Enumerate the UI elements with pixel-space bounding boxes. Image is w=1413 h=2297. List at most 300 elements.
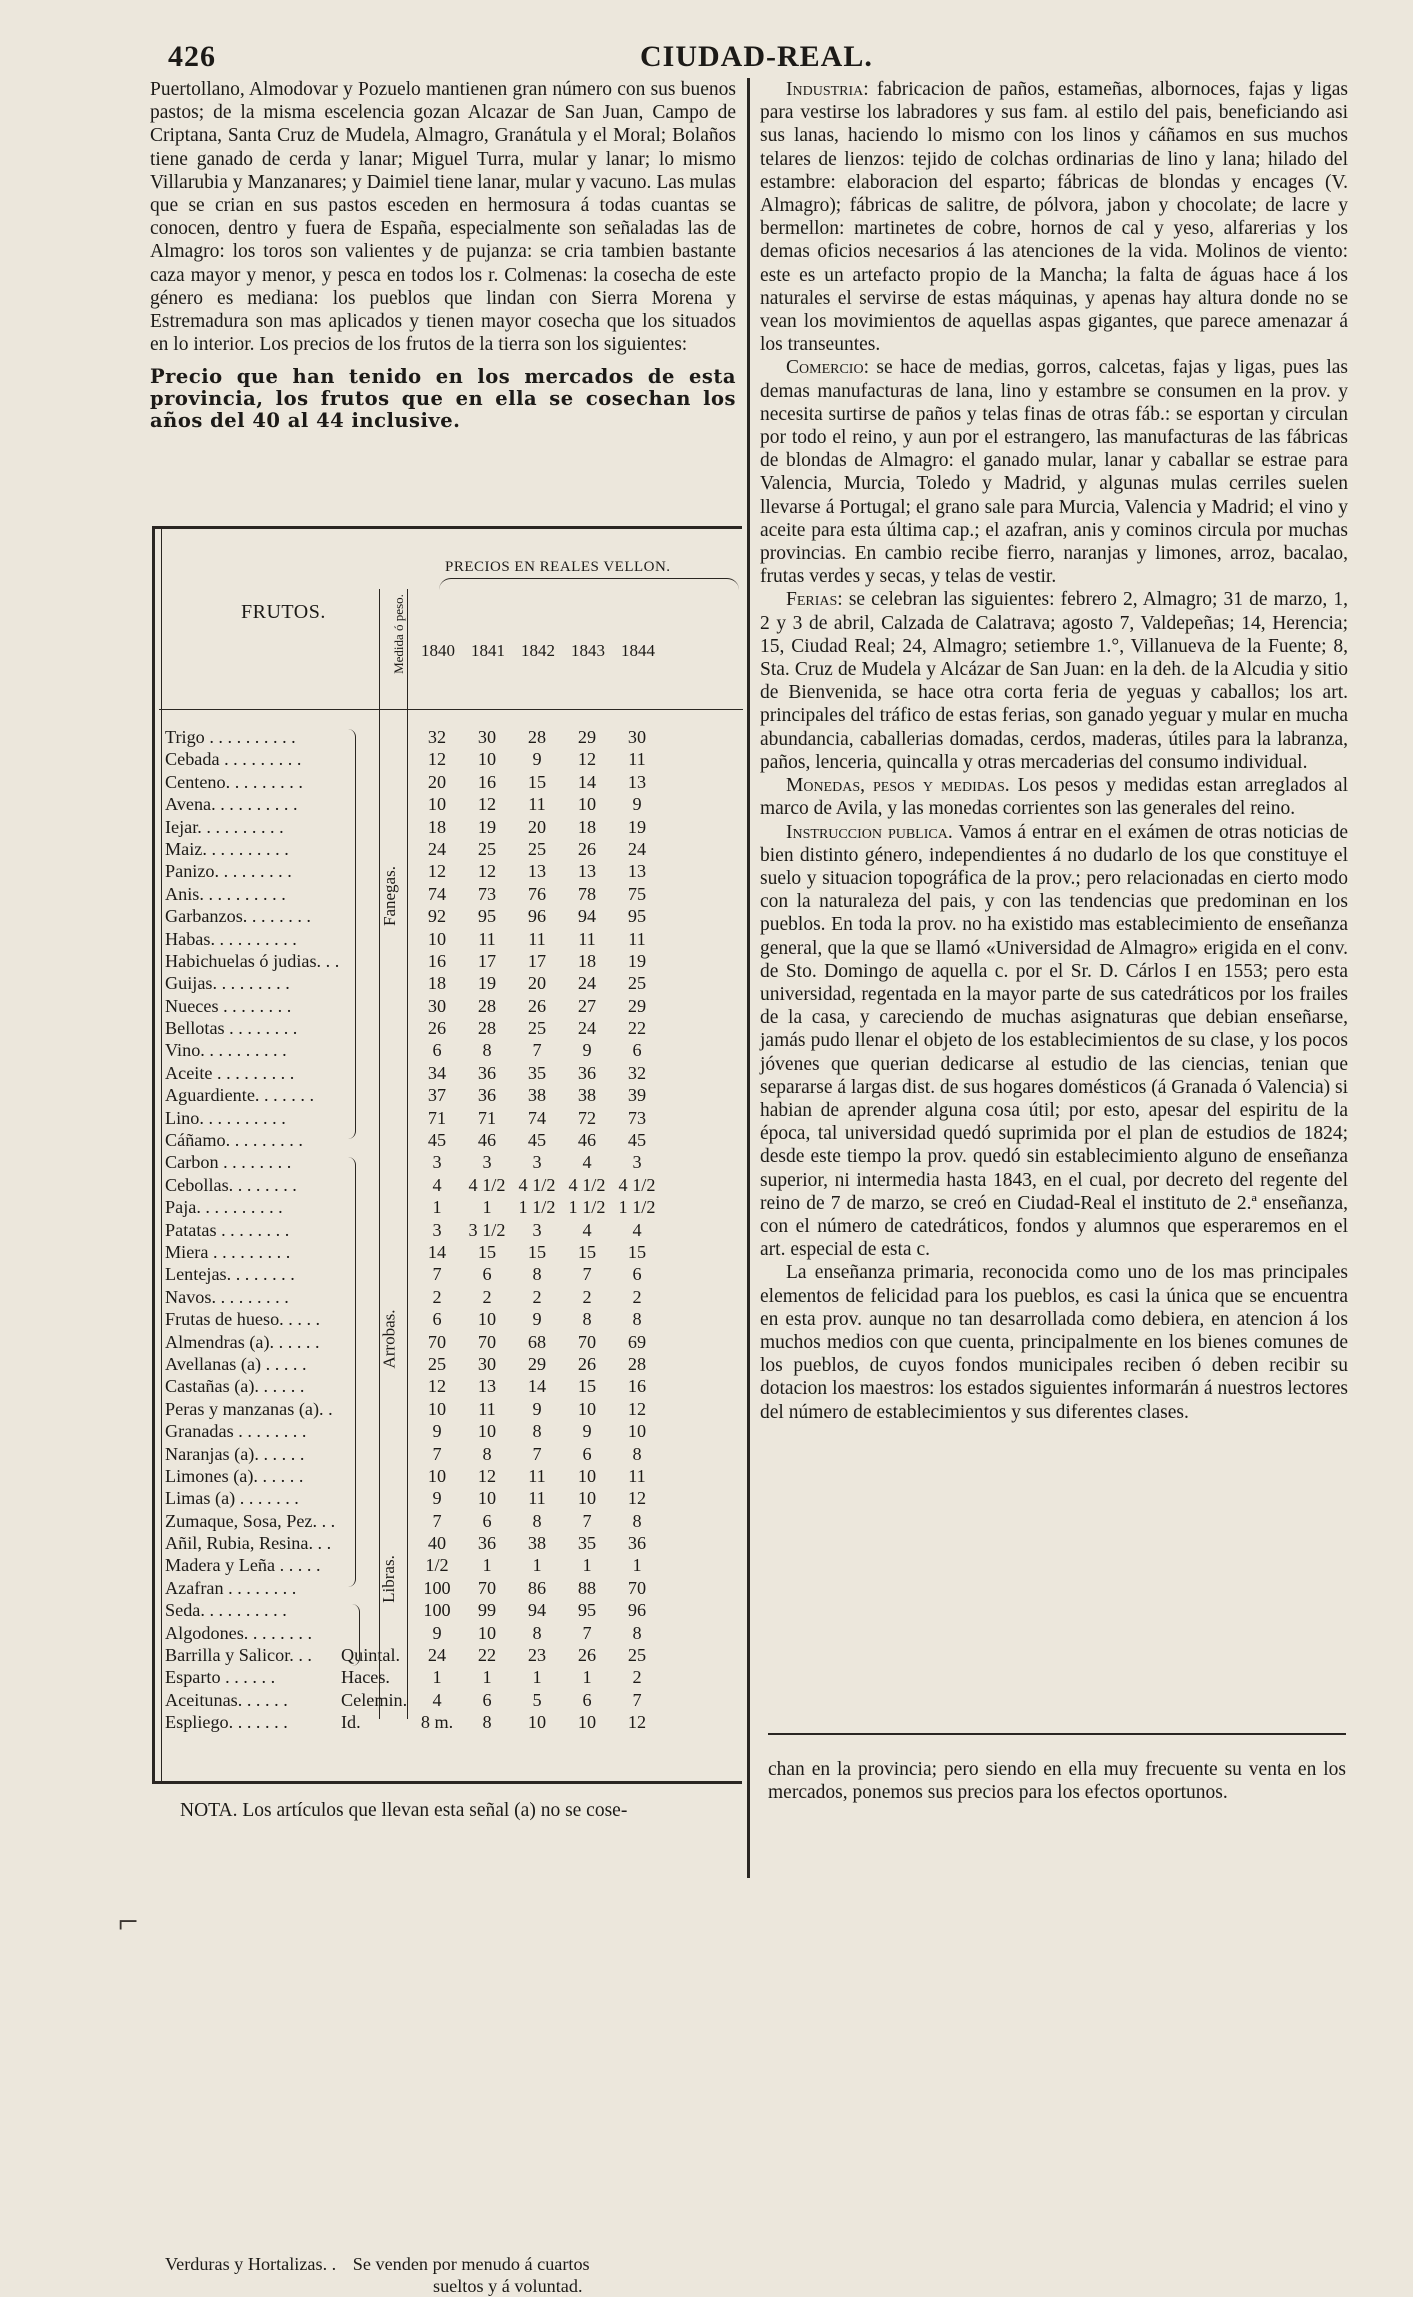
nota-line: NOTA. Los artículos que llevan esta señal (a) no se cose- [180,1800,628,1821]
row-name: Cebada . . . . . . . . . [165,749,302,770]
tail-paragraph: chan en la provincia; pero siendo en ella muy frecuente su venta en los mercados, ponemos sus precios para los efectos oportunos. [768,1759,1346,1804]
row-value-1840: 71 [427,1107,447,1128]
row-value-1844: 95 [627,906,647,927]
row-name: Paja. . . . . . . . . . [165,1197,283,1218]
row-value-1842: 35 [527,1062,547,1083]
table-row [165,838,743,860]
row-value-1844: 8 [632,1622,642,1643]
table-row [165,1711,743,1733]
row-value-1841: 16 [477,771,497,792]
row-value-1842: 45 [527,1130,547,1151]
verduras-note-1: Se venden por menudo á cuartos [352,2254,590,2274]
row-name: Anis. . . . . . . . . . [165,883,286,904]
column-divider [747,78,750,1878]
row-value-1841: 12 [477,794,497,815]
row-value-1841: 8 [482,1712,492,1733]
row-value-1844: 22 [627,1018,647,1039]
row-value-1844: 7 [632,1689,642,1710]
row-value-1841: 73 [477,883,497,904]
row-value-1841: 10 [477,1421,497,1442]
row-value-1843: 2 [582,1286,592,1307]
row-value-1841: 95 [477,906,497,927]
row-value-1840: 10 [427,928,447,949]
table-row [165,883,743,905]
table-row [165,1286,743,1308]
row-value-1840: 3 [432,1152,442,1173]
row-value-1840: 12 [427,749,447,770]
row-value-1843: 26 [577,838,597,859]
row-value-1840: 9 [432,1622,442,1643]
table-row [165,1554,743,1576]
table-row [165,1084,743,1106]
row-value-1842: 9 [532,749,542,770]
table-row [165,1039,743,1061]
row-value-1841: 10 [477,1488,497,1509]
monedas-paragraph: Monedas, pesos y medidas. Los pesos y medidas estan arreglados al marco de Avila, y las monedas corrientes son las generales del reino. [760,775,1349,820]
row-name: Guijas. . . . . . . . . [165,973,290,994]
row-value-1842: 25 [527,838,547,859]
table-row [165,972,743,994]
ensenanza-paragraph: La enseñanza primaria, reconocida como uno de los mas principales elementos de felicidad para los pueblos, es casi la única que se encuentra en esta prov. aunque no tan desarrollada como debiera, en atencion á los muchos medios con que cuenta, principalmente en los bienes comunes de los pueblos, de cuyos fondos municipales reciben ó deben recibir su dotacion los maestros: los estados siguientes informarán á nuestros lectores del número de establecimientos y sus diferentes clases. [760,1262,1348,1423]
row-value-1841: 6 [482,1510,492,1531]
row-value-1840: 3 [432,1219,442,1240]
page-header [0,40,1413,80]
row-name: Avena. . . . . . . . . . [165,794,298,815]
row-value-1842: 11 [528,928,546,949]
row-value-1840: 8 m. [420,1712,454,1733]
row-value-1841: 12 [477,861,497,882]
row-value-1840: 16 [427,950,447,971]
row-value-1842: 9 [532,1398,542,1419]
row-value-1840: 2 [432,1286,442,1307]
row-value-1843: 1 [582,1555,592,1576]
row-value-1842: 76 [527,883,547,904]
row-value-1843: 10 [577,1465,597,1486]
row-value-1843: 38 [577,1085,597,1106]
row-value-1840: 45 [427,1130,447,1151]
row-value-1842: 15 [527,1241,547,1262]
row-name: Garbanzos. . . . . . . . [165,906,311,927]
row-value-1844: 24 [627,838,647,859]
row-value-1841: 1 [482,1667,492,1688]
row-value-1841: 8 [482,1040,492,1061]
header-precios: PRECIOS EN REALES VELLON. [445,559,671,575]
row-value-1842: 3 [532,1219,542,1240]
industria-paragraph: Industria: fabricacion de paños, estameñas, albornoces, fajas y ligas para vestirse los labradores y sus fam. al estilo del pais, beneficiando asi sus lanas, haciendo lo mismo con los linos y cáñamos en sus muchos telares de lienzos: tejido de colchas ordinarias de lino y lana; hilado del estambre: elaboracion del esparto; fábricas de blondas y encages (V. Almagro); fábricas de salitre, de pólvora, jabon y chocolate; de lacre y bermellon: martinetes de cobre, hornos de cal y yeso, alfarerias y los demas oficios necesarios á las atenciones de la vida. Molinos de viento: este es un artefacto propio de la Mancha; la falta de águas hace á los naturales el servirse de estas máquinas, y apenas hay altura donde no se vean los movimientos de aquellas aspas gigantes, que parece amenazar á los transeuntes. [760,79,1348,356]
row-name: Nueces . . . . . . . . [165,995,292,1016]
row-value-1844: 9 [632,794,642,815]
row-name: Carbon . . . . . . . . [165,1152,292,1173]
row-name: Trigo . . . . . . . . . . [165,727,296,747]
row-value-1843: 26 [577,1645,597,1666]
row-value-1843: 78 [577,883,597,904]
table-row [165,1331,743,1353]
row-name: Iejar. . . . . . . . . . [165,816,284,837]
row-value-1843: 11 [578,928,596,949]
row-name: Cáñamo. . . . . . . . . [165,1130,303,1151]
row-value-1844: 2 [632,1667,642,1688]
header-frutos: FRUTOS. [241,601,326,623]
row-value-1843: 6 [582,1689,592,1710]
row-name: Aceitunas. . . . . . [165,1689,288,1710]
page-number: 426 [168,40,216,73]
table-row [165,1129,743,1151]
comercio-paragraph: Comercio: se hace de medias, gorros, calcetas, fajas y ligas, pues las demas manufacturas de lana, lino y estambre se consumen en la prov. y necesita surtirse de paños y telas finas de otras fáb.: se esportan y circulan por todo el reino, y aun por el estrangero, las manufacturas de las fábricas de blondas de Almagro: el ganado mular, lanar y caballar se estrae para Valencia, Murcia, Toledo y Madrid, y algunas mulas cerriles suelen llevarse á Portugal; el grano sale para Murcia, Valencia y Madrid; el vino y aceite para esta última cap.; el azafran, anis y cominos circula por muchas provincias. En cambio recibe fierro, naranjas y limones, arroz, bacalao, frutas verdes y secas, y telas de vestir. [760,357,1348,588]
row-value-1844: 19 [627,950,647,971]
row-value-1844: 8 [632,1309,642,1330]
row-value-1844: 39 [627,1085,647,1106]
row-value-1842: 11 [528,1488,546,1509]
row-value-1840: 25 [427,1353,447,1374]
row-value-1844: 36 [627,1533,647,1554]
row-value-1843: 14 [577,771,597,792]
table-body [165,726,743,1734]
row-value-1843: 24 [577,1018,597,1039]
row-value-1841: 36 [477,1062,497,1083]
table-row [165,1443,743,1465]
row-value-1841: 12 [477,1465,497,1486]
row-name: Peras y manzanas (a). . [165,1398,333,1419]
row-value-1841: 3 [482,1152,492,1173]
row-value-1843: 26 [577,1353,597,1374]
header-medida: Medida ó peso. [390,594,406,674]
row-value-1844: 11 [628,928,646,949]
row-value-1842: 13 [527,861,547,882]
row-value-1842: 1 [532,1667,542,1688]
row-value-1844: 96 [627,1600,647,1621]
row-value-1844: 12 [627,1712,647,1733]
row-value-1840: 18 [427,816,447,837]
row-value-1842: 17 [527,950,547,971]
row-value-1842: 11 [528,1465,546,1486]
row-name: Aceite . . . . . . . . . [165,1062,295,1083]
row-value-1840: 100 [423,1600,451,1621]
table-row [165,771,743,793]
row-value-1843: 7 [582,1264,592,1285]
row-value-1841: 30 [477,727,497,747]
row-value-1841: 6 [482,1264,492,1285]
row-value-1840: 37 [427,1085,447,1106]
row-name: Algodones. . . . . . . . [165,1622,313,1643]
table-row [165,1622,743,1644]
ferias-paragraph: Ferias: se celebran las siguientes: febrero 2, Almagro; 31 de marzo, 1, 2 y 3 de abril, Calzada de Calatrava; agosto 7, Valdepeñas; 14, Herencia; 15, Ciudad Real; 24, Almagro; setiembre 1.°, Villanueva de la Fuente; 8, Sta. Cruz de Mudela y Alcázar de San Juan: en la deh. de la Alcudia y sitio de Bienvenida, se hace otra corta feria de yeguas y caballos; los art. principales del tráfico de estas ferias, son ganado yeguar y mular en mucha abundancia, caballerias domadas, cerdos, maderas, útiles para la labranza, paños, lenceria, quincalla y otras mercaderias del consumo individual. [760,589,1348,773]
row-value-1843: 95 [577,1600,597,1621]
row-value-1842: 96 [527,906,547,927]
row-value-1842: 8 [532,1510,542,1531]
table-row [165,1353,743,1375]
row-value-1840: 12 [427,1376,447,1397]
row-value-1843: 7 [582,1622,592,1643]
row-value-1841: 30 [477,1353,497,1374]
row-name: Barrilla y Salicor. . . [165,1645,312,1666]
running-title: CIUDAD-REAL. [640,40,873,73]
table-row [165,1241,743,1263]
row-value-1841: 4 1/2 [468,1174,506,1195]
table-row [165,1644,743,1666]
row-value-1842: 7 [532,1040,542,1061]
row-value-1843: 24 [577,973,597,994]
row-value-1840: 20 [427,771,447,792]
row-value-1843: 46 [577,1130,597,1151]
row-value-1844: 10 [627,1421,647,1442]
row-value-1843: 10 [577,794,597,815]
row-value-1843: 18 [577,816,597,837]
row-value-1840: 70 [427,1331,447,1352]
row-name: Bellotas . . . . . . . . [165,1018,298,1039]
row-value-1844: 29 [627,995,647,1016]
table-row [165,995,743,1017]
row-value-1840: 34 [427,1062,447,1083]
row-unit: Quintal. [341,1645,401,1666]
row-value-1841: 10 [477,1622,497,1643]
row-value-1843: 7 [582,1510,592,1531]
unit-fanegas: Fanegas. [379,866,399,926]
row-value-1843: 1 [582,1667,592,1688]
row-value-1840: 9 [432,1421,442,1442]
year-header-1: 1841 [471,641,505,660]
row-value-1844: 73 [627,1107,647,1128]
row-value-1841: 28 [477,1018,497,1039]
row-value-1841: 10 [477,749,497,770]
row-value-1840: 7 [432,1510,442,1531]
row-value-1843: 72 [577,1107,597,1128]
table-row [165,1532,743,1554]
row-value-1843: 15 [577,1241,597,1262]
row-value-1843: 9 [582,1040,592,1061]
margin-mark: ⌐ [118,1901,139,1941]
row-value-1841: 19 [477,816,497,837]
row-value-1840: 6 [432,1040,442,1061]
table-row [165,1577,743,1599]
row-value-1841: 28 [477,995,497,1016]
row-value-1844: 28 [627,1353,647,1374]
row-value-1843: 15 [577,1376,597,1397]
row-value-1844: 69 [627,1331,647,1352]
row-value-1840: 1 [432,1667,442,1688]
row-value-1840: 74 [427,883,447,904]
row-value-1844: 13 [627,771,647,792]
row-value-1841: 1 [482,1197,492,1218]
row-unit: Celemin. [341,1689,408,1710]
row-value-1842: 26 [527,995,547,1016]
row-value-1841: 70 [477,1331,497,1352]
table-row [165,1465,743,1487]
header-brace [439,578,739,591]
row-value-1844: 16 [627,1376,647,1397]
row-value-1841: 36 [477,1533,497,1554]
row-name: Lino. . . . . . . . . . [165,1107,286,1128]
table-row [165,1398,743,1420]
row-value-1840: 30 [427,995,447,1016]
row-name: Seda. . . . . . . . . . [165,1600,287,1621]
right-bottom-rule [768,1733,1346,1735]
row-name: Zumaque, Sosa, Pez. . . [165,1510,336,1531]
row-name: Aguardiente. . . . . . . [165,1085,314,1106]
row-value-1844: 2 [632,1286,642,1307]
header-rule [159,709,743,710]
row-value-1840: 4 [432,1689,442,1710]
table-inner-border [161,529,162,1781]
table-row [165,793,743,815]
verduras-note-2: sueltos y á voluntad. [433,2276,583,2296]
row-name: Naranjas (a). . . . . . [165,1443,305,1464]
row-value-1843: 88 [577,1577,597,1598]
row-value-1841: 22 [477,1645,497,1666]
row-name: Esparto . . . . . . [165,1667,276,1688]
row-value-1842: 25 [527,1018,547,1039]
row-value-1844: 32 [627,1062,647,1083]
instruccion-paragraph: Instruccion publica. Vamos á entrar en el exámen de otras noticias de bien distinto género, independientes á no dudarlo de los que constituye el suelo y situacion topográfica de la prov.; pero relacionadas en cierto modo con la naturaleza del pais, y con las tendencias que predominan en los pueblos. En toda la prov. no ha existido mas establecimiento de enseñanza general, que la que se llamó «Universidad de Almagro» erigida en el conv. de Sto. Domingo de aquella c. por el Sr. D. Cárlos I en 1553; pero esta universidad, regentada en la mayor parte de sus catedráticos por los frailes de la casa, y careciendo de muchas asignaturas que debian enseñarse, jamás pudo llenar el objeto de los establecimientos de su clase, y los pocos jóvenes que querian dedicarse al estudio de las ciencias, tenian que separarse á largas dist. de sus hogares domésticos (á Granada ó Valencia) si habian de aprender alguna cosa útil; por esto, apesar del espiritu de la época, tal universidad quedó suprimida por el plan de estudios de 1824; desde este tiempo la prov. quedó sin establecimiento alguno de enseñanza superior, ni intermedia hasta 1843, en el cual, por decreto del regente del reino de 7 de marzo, se creó en Ciudad-Real el instituto de 2.ª enseñanza, con el número de catedráticos, fondos y alumnos que esperaremos en el art. especial de esta c. [760,821,1348,1261]
row-name: Miera . . . . . . . . . [165,1241,291,1262]
row-name: Lentejas. . . . . . . . [165,1264,295,1285]
table-row [165,1263,743,1285]
row-value-1841: 10 [477,1309,497,1330]
row-name: Espliego. . . . . . . [165,1712,288,1733]
verduras-name: Verduras y Hortalizas. . [165,2254,337,2274]
table-row [165,928,743,950]
year-header-2: 1842 [521,641,555,660]
row-value-1840: 7 [432,1443,442,1464]
unit-arrobas: Arrobas. [379,1309,399,1369]
unit-libras: Libras. [378,1555,398,1603]
row-name: Habichuelas ó judias. . . [165,950,340,971]
row-name: Cebollas. . . . . . . . [165,1174,297,1195]
row-value-1841: 25 [477,838,497,859]
row-value-1840: 12 [427,861,447,882]
row-value-1842: 9 [532,1309,542,1330]
row-value-1842: 1 1/2 [518,1197,556,1218]
row-value-1842: 7 [532,1443,542,1464]
row-value-1844: 8 [632,1443,642,1464]
row-value-1842: 5 [532,1689,542,1710]
row-value-1841: 2 [482,1286,492,1307]
row-value-1843: 4 1/2 [568,1174,606,1195]
row-value-1842: 20 [527,816,547,837]
row-value-1844: 70 [627,1577,647,1598]
row-value-1842: 14 [527,1376,547,1397]
row-name: Limas (a) . . . . . . . [165,1488,299,1509]
row-value-1841: 1 [482,1555,492,1576]
row-value-1841: 36 [477,1085,497,1106]
right-tail [768,1758,1346,1804]
verduras-row [165,2253,745,2297]
table-row [165,1308,743,1330]
row-value-1842: 74 [527,1107,547,1128]
table-row [165,1510,743,1532]
table-row [165,1219,743,1241]
row-value-1840: 7 [432,1264,442,1285]
row-value-1844: 8 [632,1510,642,1531]
row-value-1842: 86 [527,1577,547,1598]
table-row [165,1599,743,1621]
left-column [150,78,736,432]
row-value-1842: 15 [527,771,547,792]
row-value-1843: 13 [577,861,597,882]
row-value-1844: 75 [627,883,647,904]
row-name: Vino. . . . . . . . . . [165,1040,287,1061]
row-value-1841: 3 1/2 [468,1219,506,1240]
row-value-1840: 18 [427,973,447,994]
row-value-1841: 19 [477,973,497,994]
year-header-4: 1844 [621,641,655,660]
row-value-1840: 1 [432,1197,442,1218]
table-row [165,726,743,748]
row-value-1841: 71 [477,1107,497,1128]
row-value-1842: 2 [532,1286,542,1307]
row-name: Castañas (a). . . . . . [165,1376,305,1397]
row-value-1843: 10 [577,1712,597,1733]
row-value-1843: 6 [582,1443,592,1464]
row-value-1843: 4 [582,1152,592,1173]
row-value-1843: 36 [577,1062,597,1083]
row-value-1842: 4 1/2 [518,1174,556,1195]
row-value-1840: 9 [432,1488,442,1509]
row-value-1840: 10 [427,1398,447,1419]
row-value-1843: 70 [577,1331,597,1352]
row-value-1840: 40 [427,1533,447,1554]
row-value-1840: 1/2 [425,1555,449,1576]
row-value-1844: 6 [632,1040,642,1061]
row-value-1844: 6 [632,1264,642,1285]
row-value-1844: 1 1/2 [618,1197,656,1218]
table-heading: Precio que han tenido en los mercados de esta provincia, los frutos que en ella se cosechan los años del 40 al 44 inclusive. [150,365,736,433]
row-value-1841: 70 [477,1577,497,1598]
row-value-1841: 11 [478,1398,496,1419]
table-row [165,1375,743,1397]
row-value-1840: 92 [427,906,447,927]
row-value-1842: 94 [527,1600,547,1621]
row-value-1844: 1 [632,1555,642,1576]
row-value-1840: 24 [427,838,447,859]
row-unit: Haces. [341,1667,390,1688]
row-value-1840: 32 [427,727,447,747]
table-row [165,1689,743,1711]
row-name: Azafran . . . . . . . . [165,1577,297,1598]
table-row [165,1196,743,1218]
row-name: Frutas de hueso. . . . . [165,1309,321,1330]
row-value-1843: 12 [577,749,597,770]
row-value-1841: 46 [477,1130,497,1151]
row-value-1844: 11 [628,1465,646,1486]
row-value-1842: 38 [527,1533,547,1554]
row-name: Limones (a). . . . . . [165,1465,304,1486]
row-value-1842: 3 [532,1152,542,1173]
row-value-1842: 10 [527,1712,547,1733]
row-value-1844: 3 [632,1152,642,1173]
row-unit: Id. [341,1712,361,1733]
row-value-1840: 10 [427,1465,447,1486]
row-value-1844: 30 [627,727,647,747]
row-name: Habas. . . . . . . . . . [165,928,297,949]
table-row [165,1062,743,1084]
right-column [760,78,1348,1424]
row-name: Avellanas (a) . . . . . [165,1353,307,1374]
row-name: Madera y Leña . . . . . [165,1555,321,1576]
year-header-0: 1840 [421,641,455,660]
row-value-1841: 11 [478,928,496,949]
table-row [165,860,743,882]
row-value-1842: 8 [532,1421,542,1442]
row-name: Añil, Rubia, Resina. . . [165,1533,332,1554]
row-value-1843: 10 [577,1398,597,1419]
row-value-1841: 6 [482,1689,492,1710]
row-value-1843: 35 [577,1533,597,1554]
row-value-1841: 99 [477,1600,497,1621]
row-value-1843: 8 [582,1309,592,1330]
row-value-1844: 11 [628,749,646,770]
table-row [165,1420,743,1442]
row-value-1843: 94 [577,906,597,927]
